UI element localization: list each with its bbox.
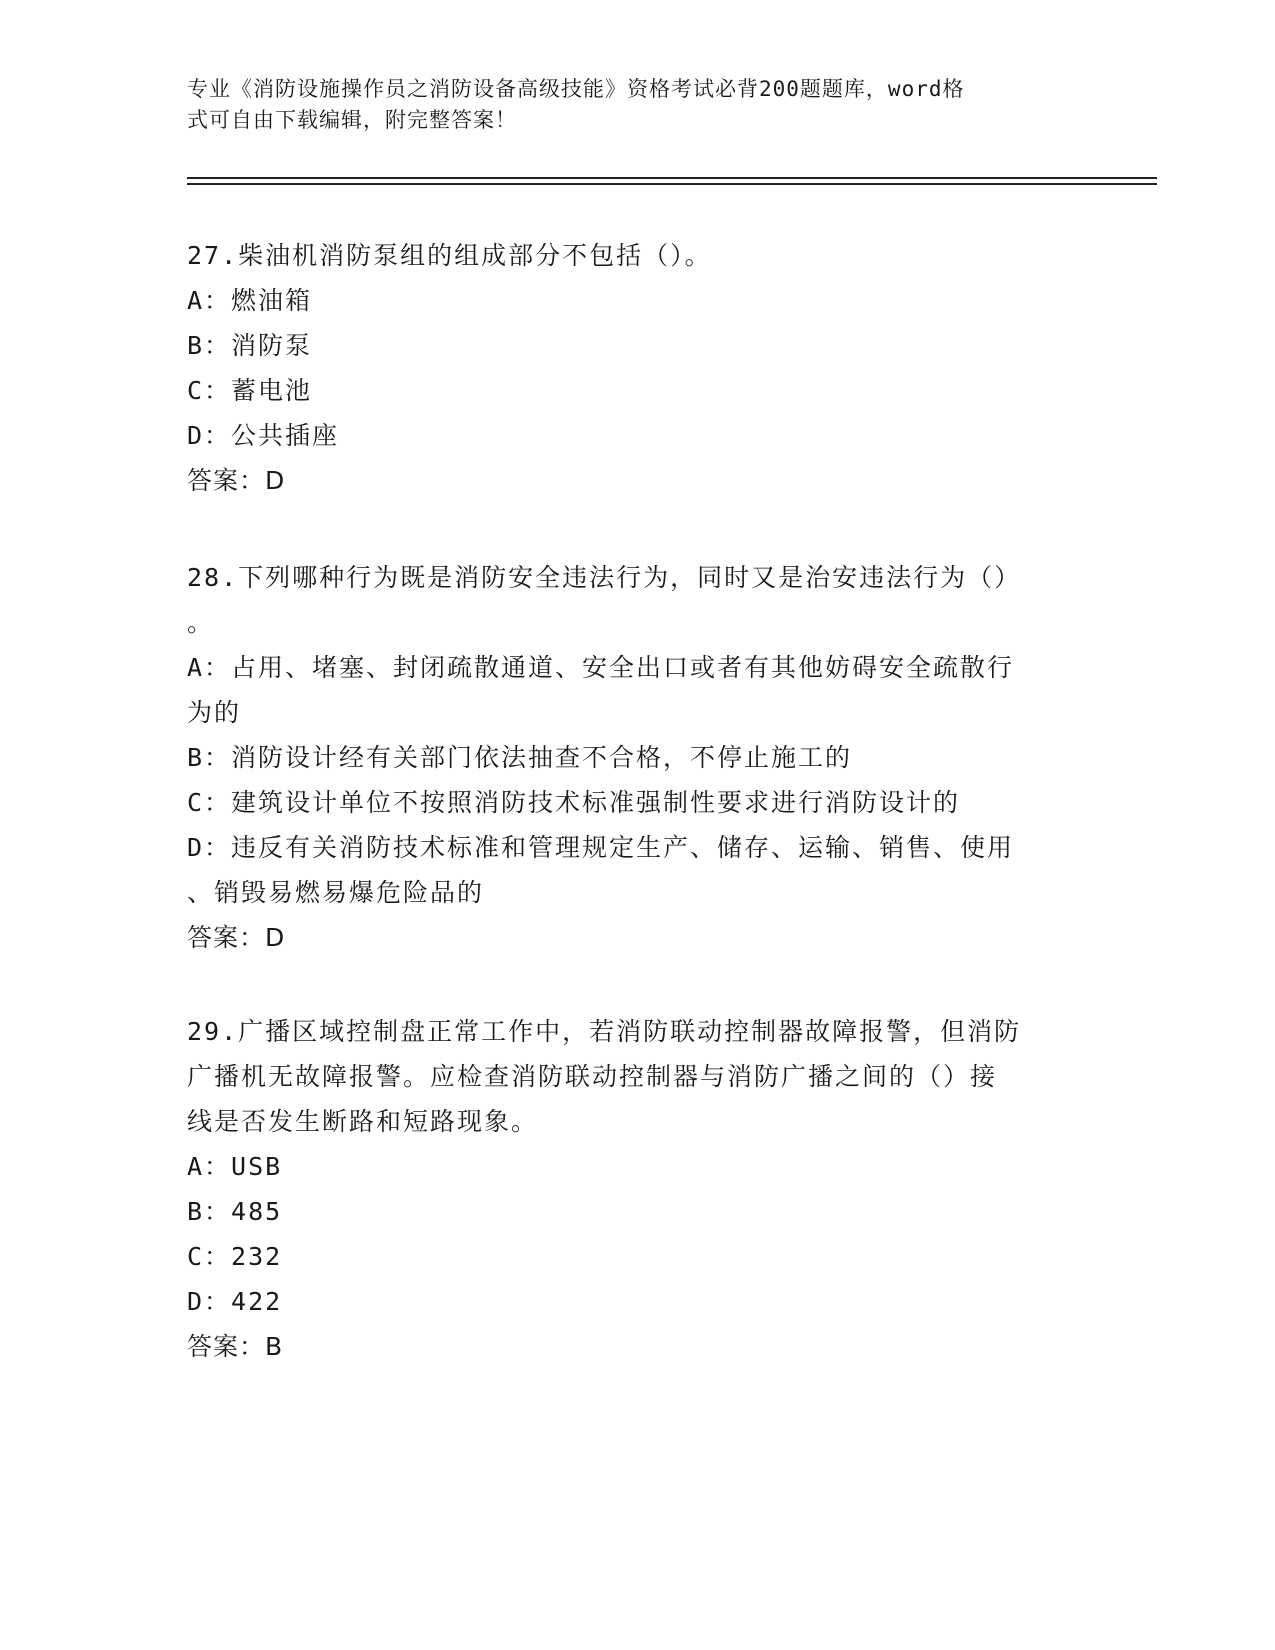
- option-a: A：USB: [187, 1152, 283, 1181]
- header-divider-top: [187, 177, 1157, 179]
- answer: 答案：B: [187, 1332, 284, 1361]
- question-stem-continued: 线是否发生断路和短路现象。: [187, 1107, 539, 1136]
- question-stem: 29.广播区域控制盘正常工作中，若消防联动控制器故障报警，但消防: [187, 1017, 1022, 1046]
- option-b: B：485: [187, 1197, 283, 1226]
- answer: 答案：D: [187, 923, 286, 952]
- option-a-continued: 为的: [187, 698, 242, 727]
- answer: 答案：D: [187, 466, 286, 495]
- question-29: [187, 1009, 1087, 1369]
- header-line-1: 专业《消防设施操作员之消防设备高级技能》资格考试必背200题题库，word格: [187, 77, 965, 101]
- question-stem-continued: 广播机无故障报警。应检查消防联动控制器与消防广播之间的（）接: [187, 1062, 998, 1091]
- option-d: D：违反有关消防技术标准和管理规定生产、储存、运输、销售、使用: [187, 833, 1015, 862]
- option-a: A：燃油箱: [187, 286, 313, 315]
- question-27: [187, 233, 1087, 503]
- option-c: C：蓄电池: [187, 376, 313, 405]
- option-d: D：公共插座: [187, 421, 340, 450]
- document-header: [187, 74, 1067, 136]
- question-stem-continued: 。: [187, 608, 215, 637]
- option-c: C：建筑设计单位不按照消防技术标准强制性要求进行消防设计的: [187, 788, 961, 817]
- question-stem: 27.柴油机消防泵组的组成部分不包括（）。: [187, 241, 712, 270]
- question-stem: 28.下列哪种行为既是消防安全违法行为，同时又是治安违法行为（）: [187, 563, 1022, 592]
- option-b: B：消防泵: [187, 331, 313, 360]
- option-a: A：占用、堵塞、封闭疏散通道、安全出口或者有其他妨碍安全疏散行: [187, 653, 1015, 682]
- header-divider-bottom: [187, 183, 1157, 185]
- option-d-continued: 、销毁易燃易爆危险品的: [187, 878, 485, 907]
- question-28: [187, 555, 1087, 960]
- option-c: C：232: [187, 1242, 283, 1271]
- option-d: D：422: [187, 1287, 283, 1316]
- option-b: B：消防设计经有关部门依法抽查不合格，不停止施工的: [187, 743, 853, 772]
- header-line-2: 式可自由下载编辑，附完整答案！: [187, 108, 517, 132]
